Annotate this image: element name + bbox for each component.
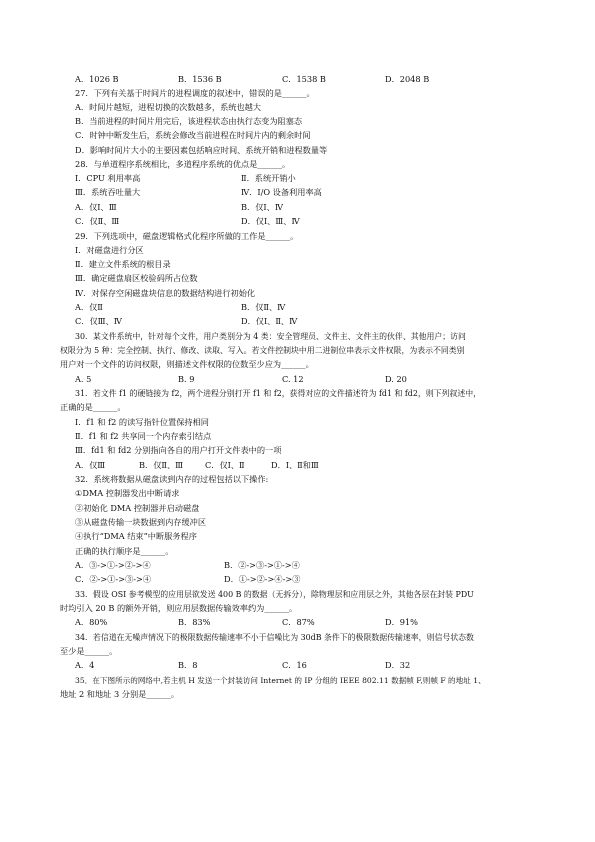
q29-option-b: B．仅Ⅱ、Ⅳ [241, 302, 286, 312]
q31-item-2: Ⅱ．f1 和 f2 共享同一个内存索引结点 [75, 431, 212, 441]
q32-option-c: C．②->①->③->④ [75, 574, 152, 584]
q29-item-1: Ⅰ．对磁盘进行分区 [75, 245, 144, 255]
q31-option-c: C．仅Ⅰ、Ⅱ [205, 460, 245, 470]
q31-line-1: 31．若文件 f1 的硬链接为 f2，两个进程分别打开 f1 和 f2，获得对应的文件描述符为 fd1 和 fd2，则下列叙述中， [75, 389, 481, 398]
q27-option-a: A．时间片越短，进程切换的次数越多，系统也越大 [75, 102, 262, 112]
q32-option-d: D．①->②->④->③ [224, 574, 301, 584]
q34-line-1: 34．若信道在无噪声情况下的极限数据传输速率不小于信噪比为 30dB 条件下的极限数据传输速率，则信号状态数 [75, 633, 474, 642]
q30-option-a: A. 5 [75, 374, 92, 384]
q32-option-b: B．②->③->①->④ [224, 560, 300, 570]
q33-option-a: A．80% [75, 617, 108, 627]
q33-option-d: D．91% [385, 617, 418, 627]
q26-option-d: D．2048 B [385, 74, 430, 84]
q33-option-c: C．87% [282, 617, 315, 627]
q30-option-d: D. 20 [385, 374, 407, 384]
q33-line-2: 时均引入 20 B 的额外开销，则应用层数据传输效率约为______。 [60, 603, 298, 613]
q33-option-b: B．83% [178, 617, 211, 627]
q31-option-a: A．仅Ⅲ [75, 460, 106, 470]
q30-line-2: 权限分为 5 种：完全控制、执行、修改、读取、写入。若文件控制块中用二进制位串表示文件权限，为表示不同类别 [60, 346, 465, 355]
q35-line-2: 地址 2 和地址 3 分别是______。 [60, 689, 180, 699]
q28-option-a: A．仅Ⅰ、Ⅲ [75, 202, 117, 212]
q34-option-c: C．16 [282, 660, 307, 670]
q34-line-2: 至少是______。 [60, 646, 118, 656]
q34-option-d: D．32 [385, 660, 411, 670]
q32-item-3: ③从磁盘传输一块数据到内存缓冲区 [75, 517, 207, 527]
q29-item-4: Ⅳ．对保存空闲磁盘块信息的数据结构进行初始化 [75, 288, 256, 298]
q31-line-2: 正确的是______。 [60, 402, 126, 412]
q26-option-b: B．1536 B [178, 74, 222, 84]
q29-option-d: D．仅Ⅰ、Ⅱ、Ⅳ [241, 316, 298, 326]
q28-item-3: Ⅲ．系统吞吐量大 [75, 187, 141, 197]
q31-item-3: Ⅲ．fd1 和 fd2 分别指向各自的用户打开文件表中的一项 [75, 445, 282, 455]
q30-option-b: B. 9 [178, 374, 195, 384]
q32-item-1: ①DMA 控制器发出中断请求 [75, 488, 180, 498]
q29-option-a: A．仅Ⅱ [75, 302, 103, 312]
q32-item-2: ②初始化 DMA 控制器并启动磁盘 [75, 503, 200, 513]
q27-option-d: D．影响时间片大小的主要因素包括响应时间、系统开销和进程数量等 [75, 145, 328, 155]
q27-option-c: C．时钟中断发生后，系统会修改当前进程在时间片内的剩余时间 [75, 130, 311, 140]
q26-option-c: C．1538 B [282, 74, 326, 84]
q34-option-b: B．8 [178, 660, 198, 670]
q28-option-b: B．仅Ⅰ、Ⅳ [241, 202, 283, 212]
q33-line-1: 33．假设 OSI 参考模型的应用层欲发送 400 B 的数据（无拆分），除物理层和应用层之外，其他各层在封装 PDU [75, 590, 474, 599]
q32-option-a: A．③->①->②->④ [75, 560, 151, 570]
q29-item-3: Ⅲ．确定磁盘扇区校验码所占位数 [75, 273, 198, 283]
q32-stem: 32．系统将数据从磁盘读到内存的过程包括以下操作: [75, 474, 269, 484]
q28-item-1: Ⅰ．CPU 利用率高 [75, 173, 141, 183]
q29-option-c: C．仅Ⅲ、Ⅳ [75, 316, 122, 326]
q27-stem: 27．下列有关基于时间片的进程调度的叙述中，错误的是______。 [75, 88, 315, 98]
q30-line-3: 用户对一个文件的访问权限，则描述文件权限的位数至少应为______。 [60, 359, 314, 369]
q28-stem: 28．与单道程序系统相比，多道程序系统的优点是______。 [75, 159, 291, 169]
q34-option-a: A．4 [75, 660, 95, 670]
q28-item-2: Ⅱ．系统开销小 [241, 173, 296, 183]
q35-line-1: 35．在下图所示的网络中,若主机 H 发送一个封装访问 Internet 的 IP 分组的 IEEE 802.11 数据帧 F,则帧 F 的地址 1、 [75, 676, 486, 685]
q29-item-2: Ⅱ．建立文件系统的根目录 [75, 259, 171, 269]
q28-option-d: D．仅Ⅰ、Ⅲ、Ⅳ [241, 216, 300, 226]
q28-option-c: C．仅Ⅱ、Ⅲ [75, 216, 120, 226]
q31-option-b: B．仅Ⅱ、Ⅲ [139, 460, 184, 470]
q31-item-1: Ⅰ．f1 和 f2 的读写指针位置保持相同 [75, 417, 209, 427]
q30-line-1: 30．某文件系统中，针对每个文件，用户类别分为 4 类：安全管理员、文件主、文件主的伙伴、其他用户；访问 [75, 332, 466, 341]
q32-prompt: 正确的执行顺序是______。 [75, 546, 174, 556]
q32-item-4: ④执行“DMA 结束”中断服务程序 [75, 531, 197, 541]
q28-item-4: Ⅳ．I/O 设备利用率高 [241, 187, 322, 197]
q31-option-d: D．Ⅰ、Ⅱ和Ⅲ [271, 460, 319, 470]
q30-option-c: C. 12 [282, 374, 304, 384]
q29-stem: 29．下列选项中，磁盘逻辑格式化程序所做的工作是______。 [75, 231, 299, 241]
q26-option-a: A．1026 B [75, 74, 119, 84]
q27-option-b: B．当前进程的时间片用完后，该进程状态由执行态变为阻塞态 [75, 116, 303, 126]
